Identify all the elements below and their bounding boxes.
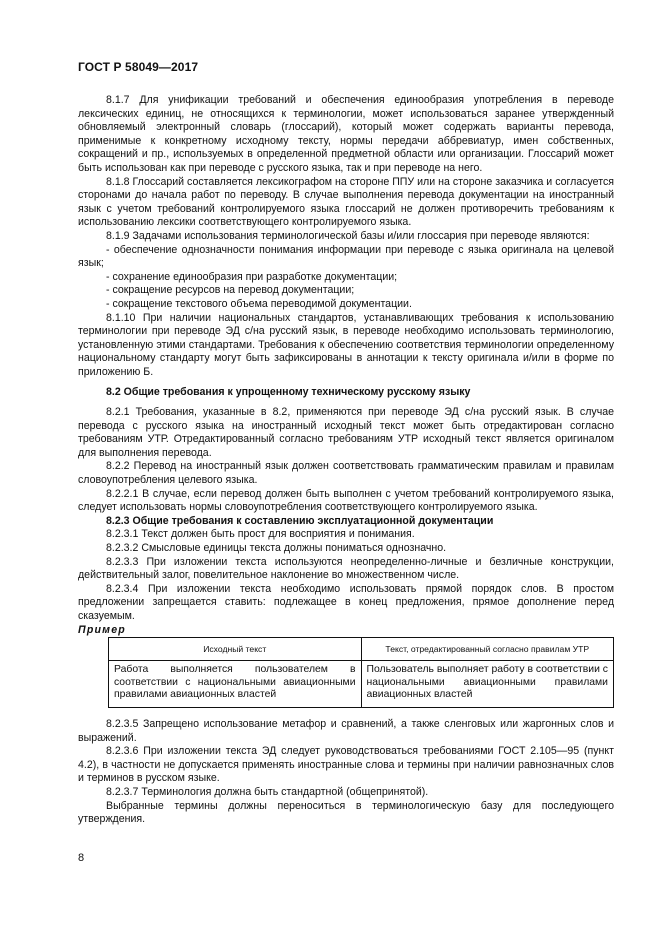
column-header-source: Исходный текст [109,638,362,661]
paragraph-8-1-8: 8.1.8 Глоссарий составляется лексикографом на стороне ППУ или на стороне заказчика и согласуется сторонами до начала работ по переводу. В случае выполнения перевода документации на иностранный язык с учетом требований контролируемого языка глоссарий не должен противоречить требованиям к использованию лексики соответствующего контролируемого языка. [78,175,614,229]
paragraph-8-2-3-6: 8.2.3.6 При изложении текста ЭД следует руководствоваться требованиями ГОСТ 2.105—95 (пункт 4.2), в частности не допускается применять иностранные слова и термины при наличии равнозначных слов и терминов в русском языке. [78,745,614,785]
table-cell-source: Работа выполняется пользователем в соответствии с национальными авиационными правилами авиационных властей [109,661,362,708]
table-cell-edited: Пользователь выполняет работу в соответствии с национальными авиационными правилами авиационных властей [361,661,614,708]
paragraph-8-2-1: 8.2.1 Требования, указанные в 8.2, применяются при переводе ЭД с/на русский язык. В случае перевода с русского языка на иностранный исходный текст может быть отредактирован согласно требованиям УТР. Отредактированный согласно требованиям УТР исходный текст является оригиналом для выполнения перевода. [78,406,614,459]
paragraph-terms: Выбранные термины должны переноситься в терминологическую базу для последующего утверждения. [78,799,614,826]
example-table [108,637,614,708]
page-content [78,94,614,827]
paragraph-8-2-3-2: 8.2.3.2 Смысловые единицы текста должны пониматься однозначно. [106,542,447,554]
page-number: 8 [78,852,85,864]
paragraph-8-2-3-4: 8.2.3.4 При изложении текста необходимо использовать прямой порядок слов. В простом предложении запрещается ставить: подлежащее в конец предложения, прямое дополнение перед сказуемым. [78,582,614,622]
paragraph-8-2-3-3: 8.2.3.3 При изложении текста используются неопределенно-личные и безличные конструкции, действительный залог, повелительное наклонение во множественном числе. [78,555,614,582]
paragraph-8-1-7: 8.1.7 Для унификации требований и обеспечения единообразия употребления в переводе лексических единиц, не относящихся к терминологии, может использоваться заранее утвержденный обновляемый электронный словарь (глоссарий), который может содержать варианты перевода, применимые к конкретному исходному тексту, нормы передачи аббревиатур, имен собственных, сокращений и пр., используемых в определенной предметной области или организации. Глоссарий может быть использован как при переводе с русского языка, так и при переводе на него. [78,94,614,174]
list-item: - сокращение текстового объема переводимой документации. [106,297,412,310]
list-item: - сохранение единообразия при разработке документации; [106,270,398,283]
column-header-edited: Текст, отредактированный согласно правилам УТР [361,638,614,661]
table-row [109,661,614,708]
paragraph-8-2-2-1: 8.2.2.1 В случае, если перевод должен быть выполнен с учетом требований контролируемого языка, следует использовать нормы словоупотребления соответствующего контролируемого языка. [78,487,614,514]
example-label: Пример [78,623,126,636]
paragraph-8-2-3-1: 8.2.3.1 Текст должен быть прост для восприятия и понимания. [106,528,415,541]
paragraph-8-1-10: 8.1.10 При наличии национальных стандартов, устанавливающих требования к использованию терминологии при переводе ЭД с/на русский язык, в переводе необходимо использовать терминологию, установленную этими стандартами. Требования к обеспечению соответствия терминологии определенному национальному стандарту могут быть зафиксированы в аннотации к тексту оригинала и/или в форме по приложению Б. [78,311,614,378]
paragraph-8-1-9: 8.1.9 Задачами использования терминологической базы и/или глоссария при переводе являются: [106,229,590,242]
list-item: - обеспечение однозначности понимания информации при переводе с языка оригинала на целевой язык; [78,243,614,270]
table-header-row [109,638,614,661]
section-heading-8-2: 8.2 Общие требования к упрощенному техническому русскому языку [106,386,471,399]
after-table-block [78,718,614,827]
section-heading-8-2-3: 8.2.3 Общие требования к составлению эксплуатационной документации [106,514,494,527]
paragraph-8-2-2: 8.2.2 Перевод на иностранный язык должен соответствовать грамматическим правилам и правилам словоупотребления целевого языка. [78,460,614,487]
paragraph-8-2-3-7: 8.2.3.7 Терминология должна быть стандартной (общепринятой). [106,785,429,798]
list-item: - сокращение ресурсов на перевод документации; [106,284,355,297]
standard-header: ГОСТ Р 58049—2017 [78,60,199,74]
paragraph-8-2-3-5: 8.2.3.5 Запрещено использование метафор и сравнений, а также сленговых или жаргонных слов и выражений. [78,717,614,744]
